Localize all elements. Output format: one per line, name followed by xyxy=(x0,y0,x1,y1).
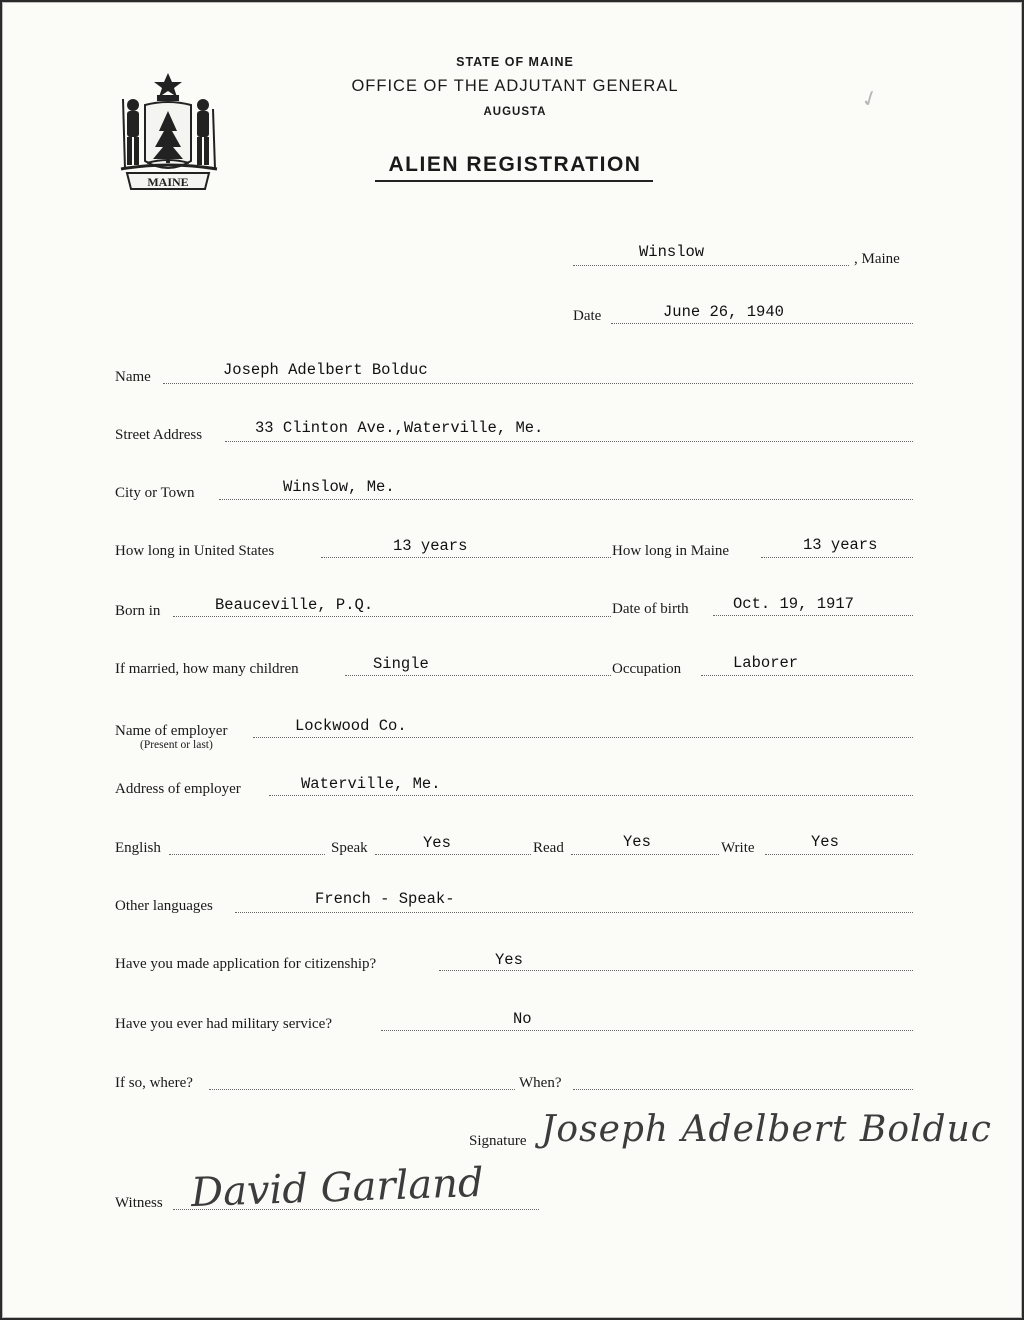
date-label: Date xyxy=(573,308,602,324)
how-long-maine-value: 13 years xyxy=(803,536,878,554)
city-dotted-line xyxy=(219,499,913,500)
born-in-label: Born in xyxy=(115,603,161,619)
employer-value: Lockwood Co. xyxy=(295,717,407,735)
street-address-value: 33 Clinton Ave.,Waterville, Me. xyxy=(255,419,544,437)
checkmark-icon: ✓ xyxy=(857,84,884,115)
children-label: If married, how many children xyxy=(115,661,299,677)
when-dotted-line xyxy=(573,1089,913,1090)
header-office: OFFICE OF THE ADJUTANT GENERAL xyxy=(351,77,679,95)
when-label: When? xyxy=(519,1075,562,1091)
signature-label: Signature xyxy=(469,1133,527,1149)
witness-signature: David Garland xyxy=(190,1159,485,1217)
seal-banner-text: MAINE xyxy=(147,175,189,189)
employer-address-dotted-line xyxy=(269,795,913,796)
children-value: Single xyxy=(373,655,429,673)
employer-address-value: Waterville, Me. xyxy=(301,775,441,793)
english-dotted-line xyxy=(169,854,325,855)
occupation-dotted-line xyxy=(701,675,913,676)
other-languages-value: French - Speak- xyxy=(315,890,455,908)
how-long-us-value: 13 years xyxy=(393,537,468,555)
how-long-maine-dotted-line xyxy=(761,557,913,558)
registration-form xyxy=(2,2,1022,1318)
name-dotted-line xyxy=(163,383,913,384)
born-in-value: Beauceville, P.Q. xyxy=(215,596,374,614)
employer-label: Name of employer xyxy=(115,723,228,739)
name-value: Joseph Adelbert Bolduc xyxy=(223,361,428,379)
read-label: Read xyxy=(533,840,564,856)
english-label: English xyxy=(115,840,161,856)
speak-label: Speak xyxy=(331,840,368,856)
maine-state-seal xyxy=(113,69,225,197)
city-value: Winslow, Me. xyxy=(283,478,395,496)
title-underline xyxy=(375,180,653,182)
city-label: City or Town xyxy=(115,485,195,501)
citizenship-dotted-line xyxy=(439,970,913,971)
state-suffix: , Maine xyxy=(854,251,900,267)
other-languages-dotted-line xyxy=(235,912,913,913)
how-long-us-label: How long in United States xyxy=(115,543,275,559)
date-value: June 26, 1940 xyxy=(663,303,784,321)
military-label: Have you ever had military service? xyxy=(115,1016,332,1032)
applicant-signature: Joseph Adelbert Bolduc xyxy=(541,1109,992,1150)
date-of-birth-label: Date of birth xyxy=(612,601,689,617)
form-title: ALIEN REGISTRATION xyxy=(388,153,642,176)
town-value: Winslow xyxy=(639,243,705,261)
date-dotted-line xyxy=(611,323,913,324)
write-dotted-line xyxy=(765,854,913,855)
speak-value: Yes xyxy=(423,834,451,852)
date-of-birth-dotted-line xyxy=(713,615,913,616)
read-dotted-line xyxy=(571,854,719,855)
where-dotted-line xyxy=(209,1089,515,1090)
where-label: If so, where? xyxy=(115,1075,193,1091)
citizenship-value: Yes xyxy=(495,951,523,969)
name-label: Name xyxy=(115,369,151,385)
town-dotted-line xyxy=(573,265,849,266)
employer-sublabel: (Present or last) xyxy=(140,739,213,751)
write-label: Write xyxy=(721,840,755,856)
read-value: Yes xyxy=(623,833,651,851)
speak-dotted-line xyxy=(375,854,531,855)
occupation-value: Laborer xyxy=(733,654,799,672)
military-value: No xyxy=(513,1010,532,1028)
employer-dotted-line xyxy=(253,737,913,738)
how-long-us-dotted-line xyxy=(321,557,611,558)
occupation-label: Occupation xyxy=(612,661,682,677)
children-dotted-line xyxy=(345,675,611,676)
header-state: STATE OF MAINE xyxy=(456,55,574,69)
witness-label: Witness xyxy=(115,1195,163,1211)
born-in-dotted-line xyxy=(173,616,611,617)
military-dotted-line xyxy=(381,1030,913,1031)
street-address-dotted-line xyxy=(225,441,913,442)
other-languages-label: Other languages xyxy=(115,898,213,914)
date-of-birth-value: Oct. 19, 1917 xyxy=(733,595,854,613)
write-value: Yes xyxy=(811,833,839,851)
street-address-label: Street Address xyxy=(115,427,203,443)
how-long-maine-label: How long in Maine xyxy=(612,543,730,559)
header-city: AUGUSTA xyxy=(483,106,547,118)
citizenship-label: Have you made application for citizenship? xyxy=(115,956,377,972)
employer-address-label: Address of employer xyxy=(115,781,241,797)
